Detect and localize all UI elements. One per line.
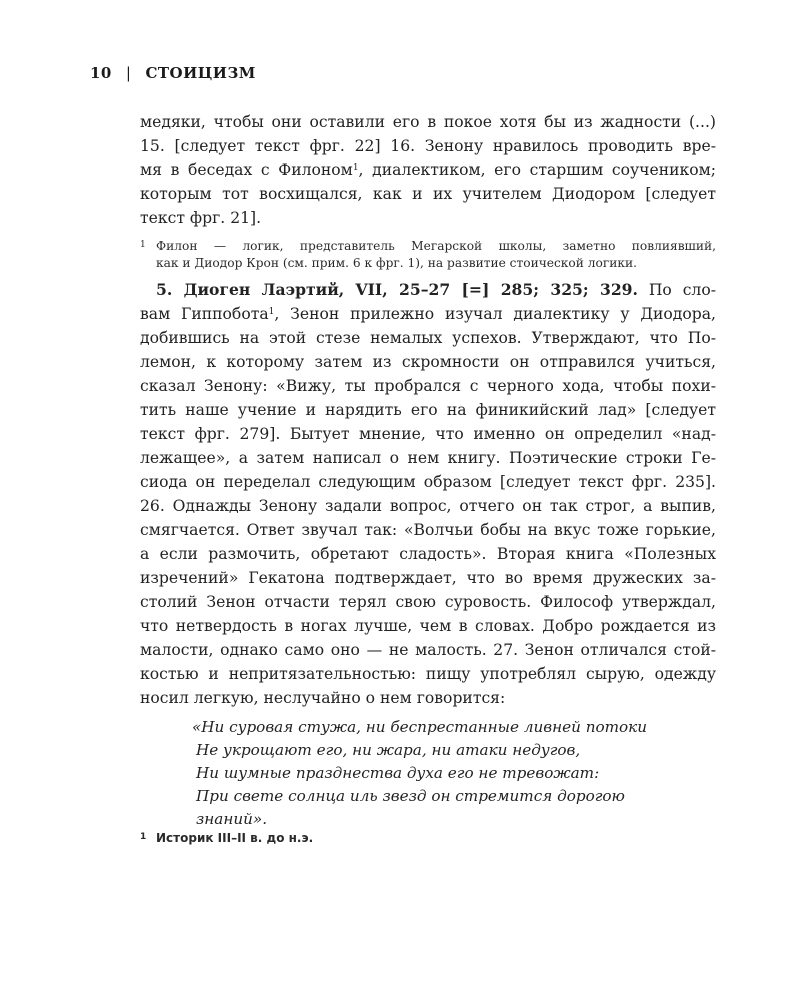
body-line: смягчается. Ответ звучал так: «Волчьи бобы на вкус тоже горькие, [140,521,716,539]
text-run: , Зенон прилежно изучал диалектику у Диодора, [274,305,717,323]
body-line [156,278,716,302]
footnote-mark: 1 [140,240,146,250]
body-line: текст фрг. 21]. [140,209,262,227]
text-run: вам Гиппобота [140,305,269,323]
body-line: лежащее», а затем написал о нем книгу. Поэтические строки Ге- [140,449,716,467]
footnote-mark: 1 [140,832,147,842]
verse-line: знаний». [196,810,268,828]
body-line: костью и непритязательностью: пищу употреблял сырую, одежду [140,665,716,683]
body-line: малости, однако само оно — не малость. 27. Зенон отличался стой- [140,641,716,659]
running-header [90,64,256,82]
verse-line: «Ни суровая стужа, ни беспрестанные ливней потоки [192,718,648,736]
running-title: СТОИЦИЗМ [145,64,256,82]
body-line: текст фрг. 279]. Бытует мнение, что именно он определил «над- [140,425,716,443]
text-run: мя в беседах с Филоном [140,161,353,179]
verse-line: Ни шумные празднества духа его не тревожат: [196,764,600,782]
body-line: а если размочить, обретают сладость». Вторая книга «Полезных [140,545,716,563]
page-number: 10 [90,64,112,82]
text-run: Филон — логик, представитель Мегарской школы, заметно повлиявший, [156,239,716,253]
body-line: тить наше учение и нарядить его на финикийский лад» [следует [140,401,716,419]
body-line: сиода он переделал следующим образом [следует текст фрг. 235]. [140,473,716,491]
body-line: 26. Однажды Зенону задали вопрос, отчего он так строг, а выпив, [140,497,716,515]
footnote-reference: 1 [268,307,275,317]
body-line: что нетвердость в ногах лучше, чем в словах. Добро рождается из [140,617,716,635]
text-run: , диалектиком, его старшим соучеником; [358,161,717,179]
text-run: По сло- [637,281,716,299]
verse-line: Не укрощают его, ни жара, ни атаки недугов, [196,741,581,759]
footnote-line: как и Диодор Крон (см. прим. 6 к фрг. 1), на развитие стоической логики. [156,256,637,270]
body-line: сказал Зенону: «Вижу, ты пробрался с черного хода, чтобы похи- [140,377,716,395]
body-line [140,302,716,326]
footnote-line [140,236,716,254]
section-heading: 5. Диоген Лаэртий, VII, 25–27 [=] 285; 325; 329. [156,280,638,299]
text-run: Историк III–II в. до н.э. [156,831,314,845]
verse-line: При свете солнца иль звезд он стремится дорогою [196,787,625,805]
body-line: изречений» Гекатона подтверждает, что во время дружеских за- [140,569,716,587]
footnote-line [140,828,313,846]
body-line: лемон, к которому затем из скромности он отправился учиться, [140,353,716,371]
body-line: медяки, чтобы они оставили его в покое хотя бы из жадности (...) [140,113,716,131]
body-line: 15. [следует текст фрг. 22] 16. Зенону нравилось проводить вре- [140,137,716,155]
body-line: добившись на этой стезе немалых успехов. Утверждают, что По- [140,329,716,347]
body-line [140,158,716,182]
header-separator: | [125,64,132,82]
body-line: столий Зенон отчасти терял свою суровость. Философ утверждал, [140,593,716,611]
footnote-reference: 1 [352,163,359,173]
body-line: которым тот восхищался, как и их учителем Диодором [следует [140,185,716,203]
body-line: носил легкую, неслучайно о нем говорится: [140,689,506,707]
